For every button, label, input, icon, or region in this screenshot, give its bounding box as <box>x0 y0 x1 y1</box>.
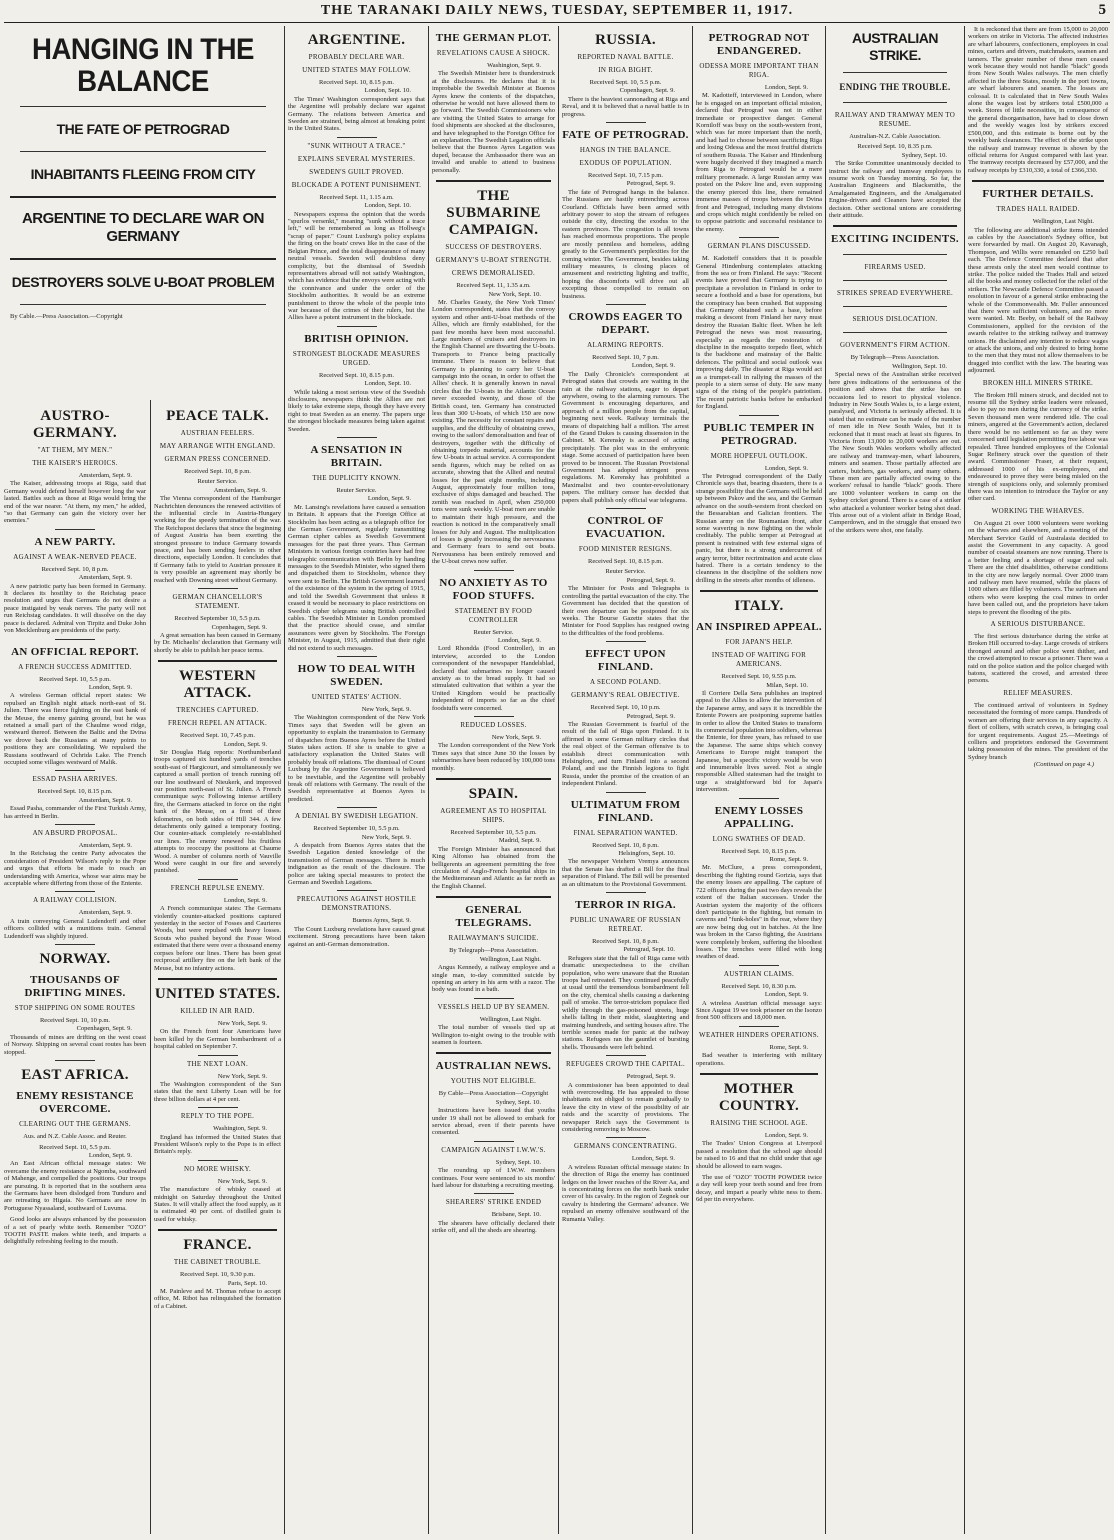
article-body: An East African official message states: We overcame the enemy resistance at Ngomba, southward of Mahenge, and compelled the positions. Our troops are pursuing. It is reported that in the southern area the Germans have been dislodged from Tunduro and are retreating to Higaia. No Germans are now in Portuguese Nyassaland, southward of Luvuma. <box>4 1160 146 1212</box>
dateline: Wellington, Sept. 10. <box>892 362 947 370</box>
column-rule <box>428 26 429 1534</box>
subheading: A FRENCH SUCCESS ADMITTED. <box>18 662 132 671</box>
subheading: SUCCESS OF DESTROYERS. <box>445 243 542 252</box>
column-1 <box>4 402 146 1534</box>
section-heading: HOW TO DEAL WITH SWEDEN. <box>297 662 416 688</box>
dateline: London, Sept. 9. <box>223 740 267 748</box>
article-body: The Count Luxburg revelations have caused great excitement. Strong precautions have been taken against an anti-German demonstration. <box>288 925 425 948</box>
section-heading: NO ANXIETY AS TO FOOD STUFFS. <box>439 576 548 602</box>
section-heading: ENEMY LOSSES APPALLING. <box>714 804 804 830</box>
masthead-rule <box>4 22 1110 23</box>
subheading: ODESSA MORE IMPORTANT THAN RIGA. <box>699 62 819 79</box>
section-heading: PEACE TALK. <box>166 408 269 424</box>
subheading: FOOD MINISTER RESIGNS. <box>578 545 673 554</box>
credit-line: By Telegraph—Press Association. <box>449 947 538 955</box>
subheading: PRECAUTIONS AGAINST HOSTILE DEMONSTRATIONS. <box>296 895 417 913</box>
subheading: EXODUS OF POPULATION. <box>579 159 672 168</box>
article-body: The Swedish Minister here is thunderstruck at the disclosures. He declares that it is improbable the Swedish Minister at Buenos Ayres knew the contents of the dispatches, otherwise he would not have allowed them to go forward. The Swedish Commissioners who are visiting the United States to arrange for food shipments are shocked at the disclosures, and have telegraphed to the Foreign Office for an explanation. The Swedish Legation officials believe that the Buenos Ayres Legation was duped, because the Ambassador there was an invalid and unable to attend to business personally. <box>432 70 555 174</box>
dateline: Brisbane, Sept. 10. <box>491 1211 541 1219</box>
subheading: REPLY TO THE POPE. <box>180 1112 255 1121</box>
subheading: FRENCH REPEL AN ATTACK. <box>167 719 268 728</box>
dateline: Petrograd, Sept. 9. <box>626 180 675 188</box>
cable-credit: By Cable.—Press Association.—Copyright <box>10 313 123 320</box>
section-heading: SPAIN. <box>468 786 519 803</box>
dateline: Buenos Ayres, Sept. 9. <box>352 917 411 925</box>
subheading: YOUTHS NOT ELIGIBLE. <box>450 1077 537 1086</box>
dateline: London, Sept. 10. <box>364 380 411 388</box>
column-7 <box>968 26 1108 1534</box>
article-body: While taking a most serious view of the Swedish disclosures, newspapers think the Allies are not likely to take extreme steps, though they have every right to treat Sweden as an enemy. The papers urge the strongest blockade measures being taken against Sweden. <box>288 388 425 433</box>
section-heading: PUBLIC TEMPER IN PETROGRAD. <box>703 421 815 447</box>
credit-line: Australian-N.Z. Cable Association. <box>849 133 941 140</box>
subheading: GERMAN PRESS CONCERNED. <box>164 455 271 463</box>
article-body: England has informed the United States that President Wilson's reply to the Pope is in effect Britain's reply. <box>154 1133 281 1156</box>
section-heading: BRITISH OPINION. <box>304 332 409 345</box>
received-line: Received Sept. 10, 5.5 p.m. <box>39 675 111 683</box>
subheading: A DENIAL BY SWEDISH LEGATION. <box>294 812 419 821</box>
subheading: STOP SHIPPING ON SOME ROUTES <box>14 1004 136 1013</box>
article-body: A new patriotic party has been formed in Germany. It declares its hostility to the Reichstag peace resolution and urges that Germans do not desire a peace instigated by weak nerves. The party will not run Reichstag candidates. It will dissolve on the day peace is declared. Admiral von Tirpitz and Duke John von Mecklenburg are presidents of the party. <box>4 582 146 635</box>
received-line: Received Sept. 10, 9.55 p.m. <box>721 673 797 681</box>
article-body: Sir Douglas Haig reports: Northumberland troops captured six hundred yards of trenches south-east of Hargicourt, and simultaneously we captured a small portion of trench running off our line southward of Nieukerk, and improved our position north-east of St. Julien. A French communique says: Following intense artillery fire, the Germans attacked in force on the right bank of the Meuse, on a front of three kilometres, on both sides of Hill 344. A few detachments only gained a temporary footing. Our counter-attack completely re-established our lines. The enemy renewed his fruitless attempts to reoccupy the positions at Chaume Wood. A number of columns north of Vauville Wood were caught in our fire and severely punished. <box>154 748 281 875</box>
subheading: ENEMY RESISTANCE OVERCOME. <box>16 1090 134 1116</box>
subheading: BROKEN HILL MINERS STRIKE. <box>982 378 1094 387</box>
subheading: A SERIOUS DISTURBANCE. <box>990 620 1086 629</box>
deck-fate: THE FATE OF PETROGRAD <box>56 121 230 137</box>
subheading: AUSTRIAN FEELERS. <box>180 429 255 437</box>
subheading: RAILWAY AND TRAMWAY MEN TO RESUME. <box>834 111 956 128</box>
article-body: There is the heaviest cannonading at Riga and Reval, and it is believed that a naval battle is in progress. <box>562 95 689 118</box>
article-body: The London correspondent of the New York Times says that since June 30 the losses by submarines have been reduced by 100,000 tons monthly. <box>432 742 555 772</box>
received-line: Received Sept. 10, 8 p.m. <box>41 565 109 573</box>
dateline: Petrograd, Sept. 9. <box>626 576 675 584</box>
received-line: Received Sept. 10, 5.5 p.m. <box>39 1143 111 1151</box>
dateline: Madrid, Sept. 9. <box>498 837 541 845</box>
dateline: London, Sept. 10. <box>364 87 411 95</box>
subheading: ENDING THE TROUBLE. <box>839 82 951 92</box>
subheading: AUSTRIAN CLAIMS. <box>723 969 795 978</box>
section-heading: AUSTRALIAN NEWS. <box>435 1060 552 1073</box>
dateline: New York, Sept. 9. <box>491 734 541 741</box>
subheading: GERMANS CONCENTRATING. <box>573 1142 678 1151</box>
article-body: The Times' Washington correspondent says that the Argentine will probably declare war against Germany. The relations between America and Sweden are strained, being almost at breaking point in the United States. <box>288 95 425 133</box>
subheading: RAILWAYMAN'S SUICIDE. <box>448 934 539 943</box>
dateline: Helsingfors, Sept. 10. <box>618 850 675 857</box>
article-body: The total number of vessels tied up at Wellington to-night owing to the trouble with seamen is fourteen. <box>432 1024 555 1046</box>
column-rule <box>558 26 559 1534</box>
received-line: Received Sept. 10, 8.15 p.m. <box>721 847 797 855</box>
dateline: Petrograd, Sept. 10. <box>623 946 675 954</box>
subheading: CLEARING OUT THE GERMANS. <box>19 1120 131 1129</box>
received-line: Received Sept. 10, 8.35 p.m. <box>857 143 933 151</box>
section-heading: UNITED STATES. <box>154 985 281 1002</box>
article-body: The fate of Petrograd hangs in the balance. The Russians are hastily entrenching across Courland. Officials have been armed with arbitrary power to stop the stream of refugees outside the city, directing the exodus to the eastern provinces. The congestion is all towns has reached enormous proportions. The people are mostly penniless and homeless, adding greatly to the Government's perplexities for the coming winter. The Government, besides taking military measures, is closing places of amusement and restricting lighting and traffic, hoping the discomforts will drive out all excepting those compelled to remain on business. <box>562 188 689 300</box>
article-body: A wireless Austrian official message says: Since August 19 we took prisoner on the Isonzo front 500 officers and 18,000 men. <box>696 999 822 1022</box>
article-body: The Washington correspondent of the New York Times says that Sweden will be given an opportunity to explain the transmission to Germany of dispatches from Buenos Ayres before the United States takes action. If she is unable to give a satisfactory explanation the United States will probably break off relations. The dismissal of Count Luxburg by the Argentine Government is believed to be inevitable, and the Argentine will probably break off relations with Germany. The result of the Swedish representative at Buenos Ayres is predicted. <box>288 714 425 803</box>
article-body: A great sensation has been caused in Germany by Dr. Michaelis' declaration that Germany will shortly be able to publish her peace terms. <box>154 631 281 654</box>
article-body: The rounding up of I.W.W. members continues. Four were sentenced to six months' hard labour for disturbing a recruiting meeting. <box>432 1167 555 1189</box>
article-body: M. Painleve and M. Thomas refuse to accept office, M. Ribot has relinquished the formation of a Cabinet. <box>154 1288 281 1310</box>
dateline: London, Sept. 9. <box>764 991 808 999</box>
column-rule <box>964 26 965 1534</box>
subheading: FIREARMS USED. <box>864 263 926 272</box>
section-heading: AN OFFICIAL REPORT. <box>11 645 139 658</box>
section-heading: FURTHER DETAILS. <box>982 188 1094 201</box>
article-body: The Kaiser, addressing troops at Riga, said that Germany would defend herself however long the war lasted. Battles such as those at Riga would bring the end of the war nearer. "At them, my men," he added, "so that Germany can gain the victory over her enemies." <box>4 480 146 525</box>
section-heading: WESTERN ATTACK. <box>178 668 257 702</box>
received-line: Received Sept. 10, 8.30 p.m. <box>721 982 797 990</box>
dateline: New York, Sept. 10. <box>488 290 541 298</box>
subheading: THE KAISER'S HEROICS. <box>32 459 118 467</box>
subheading: MORE HOPEFUL OUTLOOK. <box>710 451 808 460</box>
article-body: A train conveying General Ludendorff and other officers collided with a munitions train. General Ludendorff was slightly injured. <box>4 917 146 940</box>
dateline: Washington, Sept. 9. <box>487 62 541 69</box>
article-body: Lord Rhondda (Food Controller), in an interview, accorded to the London correspondent of the newspaper Handelsblad, declared that submarines no longer caused anxiety as to the bread supply. It had so stimulated cultivation that within a year the United Kingdom would be practically independent of imports so far as the chief foodstuffs were concerned. <box>432 645 555 712</box>
received-line: Received September 10, 5.5 p.m. <box>450 829 537 837</box>
column-4 <box>562 26 689 1534</box>
column-rule <box>150 400 151 1534</box>
credit-line: Reuter Service. <box>473 628 514 636</box>
article-body: On the French front four Americans have been killed by the German bombardment of a hospital cabled on September 7. <box>154 1028 281 1051</box>
dateline: Amsterdam, Sept. 9. <box>213 486 267 494</box>
article-body: On August 21 over 1000 volunteers were working on the wharves and elsewhere, and a meeting of the Merchant Service Guild of Australasia decided to assist the Government in any capacity. A good number of coastal steamers are now running. There is a better feeling and a shortage of sugar and salt. There are the chief disabilities, otherwise conditions in the city are now largely normal. Over 2000 tram and railway men have resumed, while the places of 1000 others are filled by volunteers. The surfmen and others who were keeping the coal mines in order have been called out, and the proprietors have taken steps to prevent the flooding of the pits. <box>968 519 1108 616</box>
dateline: Sydney, Sept. 10. <box>495 1158 541 1166</box>
subheading: GOVERNMENT'S FIRM ACTION. <box>839 341 951 350</box>
subheading: A SECOND POLAND. <box>589 678 662 687</box>
article-body: The Minister for Posts and Telegraphs is controlling the partial evacuation of the city. The Government has decided that the question of their own departure can be postponed for six weeks. The Bourse Gazette states that the Minister for Food Supplies has resigned owing to the difficulties of the food problems. <box>562 585 689 637</box>
dateline: London, Sept. 9. <box>367 495 411 503</box>
received-line: Received Sept. 10, 8.15 p.m. <box>319 371 394 379</box>
subheading: "AT THEM, MY MEN." <box>37 446 113 454</box>
masthead <box>0 0 1114 22</box>
subheading: AGREEMENT AS TO HOSPITAL SHIPS. <box>440 807 547 825</box>
dateline: New York, Sept. 9. <box>217 1019 267 1027</box>
subheading: GERMANY'S REAL OBJECTIVE. <box>571 691 680 700</box>
subheading: VESSELS HELD UP BY SEAMEN. <box>437 1002 550 1011</box>
dateline: London, Sept. 9. <box>764 464 808 472</box>
column-rule <box>284 26 285 1534</box>
main-headline: HANGING IN THE BALANCE <box>31 33 255 98</box>
article-body: The Trades' Union Congress at Liverpool passed a resolution that the school age should be raised to 16 and that no child under that age should be allowed to earn wages. <box>696 1140 822 1170</box>
dateline: Rome, Sept. 9. <box>769 1043 808 1051</box>
dateline: Amsterdam, Sept. 9. <box>78 574 132 582</box>
section-heading: MOTHER COUNTRY. <box>718 1081 800 1114</box>
article-body: The newspaper Vetehern Vremya announces that the Senate has drafted a Bill for the final separation of Finland. The Bill will be presented as an ultimatum to the Provisional Government. <box>562 858 689 888</box>
received-line: Received Sept. 10, 8.15 p.m. <box>319 79 394 86</box>
subheading: HANGS IN THE BALANCE. <box>579 146 672 155</box>
article-body: Mr. Lansing's revelations have caused a sensation in Britain. It appears that the Foreign Office at Stockholm has been acting as a telegraph office for the German Government, regularly transmitting German cipher cables as Swedish Government messages for the past three years. Thus German Ministers in various foreign countries have had free telegraphic communication with Berlin by handing messages to the Swedish Minister, who signed them and dispatched them to Stockholm, whence they were sent to Berlin. The British Government learned of the existence of the system in the spring of 1915, and told the Swedish Government that unless it ceased it would be necessary to place restrictions on Swedish cipher telegrams using British controlled cables. The Swedish Minister in London promised that the practice should cease, and similar assurances were given by Stockholm. The Foreign Minister, in August, 1915, admitted that their right did not extend to such messages. <box>288 503 425 652</box>
subheading: UNITED STATES' ACTION. <box>311 692 402 701</box>
subheading: THE CABINET TROUBLE. <box>173 1258 262 1267</box>
dateline: Washington, Sept. 9. <box>213 1125 267 1133</box>
subheading: THE NEXT LOAN. <box>186 1059 249 1068</box>
section-heading: RUSSIA. <box>595 32 656 48</box>
dateline: London, Sept. 9. <box>631 362 675 370</box>
received-line: Received Sept. 10, 8 p.m. <box>184 468 251 475</box>
dateline: London, Sept. 9. <box>223 896 267 904</box>
section-heading: ITALY. <box>734 598 784 615</box>
dateline: Wellington, Last Night. <box>479 955 541 963</box>
article-body: Angus Kennedy, a railway employee and a single man, to-day committed suicide by opening an artery in his arm with a razor. The body was found in a bath. <box>432 964 555 994</box>
dateline: London, Sept. 9. <box>88 1151 132 1159</box>
subheading: FINAL SEPARATION WANTED. <box>573 828 678 837</box>
subheading: SERIOUS DISLOCATION. <box>852 315 938 324</box>
subheading: ESSAD PASHA ARRIVES. <box>32 775 118 784</box>
received-line: Received Sept. 10, 8 p.m. <box>592 841 659 849</box>
section-heading: THE SUBMARINE CAMPAIGN. <box>446 188 541 239</box>
received-line: Received Sept. 10, 10 p.m. <box>590 704 661 712</box>
subheading: ALARMING REPORTS. <box>587 340 664 349</box>
dateline: Milan, Sept. 10. <box>766 681 808 689</box>
subheading: WORKING THE WHARVES. <box>991 506 1085 515</box>
dateline: Paris, Sept. 10. <box>227 1279 267 1287</box>
section-heading: CONTROL OF EVACUATION. <box>586 515 665 541</box>
subheading: RELIEF MEASURES. <box>1003 688 1073 697</box>
subheading: EXPLAINS SEVERAL MYSTERIES. <box>297 154 416 163</box>
page-number: 5 <box>1098 2 1106 18</box>
subheading: TRENCHES CAPTURED. <box>176 706 259 715</box>
subheading: STRIKES SPREAD EVERYWHERE. <box>836 289 954 298</box>
continued-line: (Continued on page 4.) <box>1033 761 1094 769</box>
article-body: The Petrograd correspondent of the Daily Chronicle says that, bearing disasters, there is a strange possibility that the Germans will be held up between Pskov and the sea, and the German advance on the south-western front checked on the Bessarabian and Galician frontiers. The Russian army on the Roumanian front, after some wavering is now fighting on the whole creditably. The public temper at Petrograd at present is restrained with few external signs of panic, but there is a strong undercurrent of angry terror, bitter recrimination and acute class hatred. There is a certain tendency to the cleanness in the discipline of the soldiers now drilling in the streets after months of idleness. <box>696 473 822 584</box>
section-heading: A SENSATION IN BRITAIN. <box>310 444 403 469</box>
subheading: "SUNK WITHOUT A TRACE." <box>307 141 406 150</box>
subheading: GERMANY'S U-BOAT STRENGTH. <box>435 256 552 265</box>
subheading: INSTEAD OF WAITING FOR AMERICANS. <box>711 651 807 669</box>
subheading: WEATHER HINDERS OPERATIONS. <box>699 1030 819 1039</box>
article-body: Mr. McClure, a press correspondent, describing the fighting round Gorizia, says that the enemy losses are appalling. The capture of 722 officers during the past two days reveals the extent of the Italian successes. Under the Austrian system the majority of the officers don't participate in the fighting, but remain in caverns and "funk-holes" in the rear, where they are now being dug out in batches. At the line was broken in the Carso fighting, the Austrians were completely broken, suffering the bloodiest losses. The trenches were filled with long swathes of dead. <box>696 864 822 961</box>
section-heading: NORWAY. <box>39 951 111 968</box>
article-body: The Broken Hill miners struck, and decided not to resume till the Sydney strike leaders were released, also to pay no men during the currency of the strike. Seven thousand men were rendered idle. The coal miners, angered at the Government's action, declared there would be no settlement so far as they were concerned until legislation permitting free labour was repealed. Three hundred employees of the Colonial Sugar Refinery struck over the question of their award. Commissioner Fraser, at their request, addressed 1000 of his ex-employees, and endeavoured to prove they were being misled on the strength of suspicions only, and solemnly promised there was no intention to introduce the Taylor or any other card. <box>968 391 1108 503</box>
section-heading: GENERAL TELEGRAMS. <box>455 904 532 930</box>
article-body: Bad weather is interfering with military operations. <box>696 1052 822 1067</box>
article-body: It is reckoned that there are from 15,000 to 20,000 workers on strike in Victoria. The affected industries are wharf labourers, confectioners, employees in coal mines, carters and drivers, matchmakers, seamen and tanners. The greater number of these men ceased work because they would not handle "black" goods from New South Wales railways. The men chiefly affected in the three States, mostly in the port towns, are wharf labourers and seamen. The losses are colossal. It is calculated that in New South Wales alone the wages lost by strikers total £500,000 a week. Stores of little necessities, in consequence of the general disorganisation, have had to close down and the weekly wages lost by strikers exceed £500,000, and this estimate is borne out by the weekly bank clearances. The effect of the strike upon the railway and tramway revenue is shown by the official returns for August compared with last year. The tramway receipts decreased by £57,000, and the railway receipts by £310,330, a total of £366,330. <box>968 26 1108 174</box>
section-heading: THE GERMAN PLOT. <box>435 32 552 44</box>
dateline: New York, Sept. 9. <box>361 833 411 841</box>
section-heading: EFFECT UPON FINLAND. <box>585 648 666 674</box>
dateline: London, Sept. 9. <box>497 636 541 644</box>
section-heading: ULTIMATUM FROM FINLAND. <box>570 798 681 824</box>
dateline: Rome, Sept. 9. <box>769 856 808 864</box>
deck-destroyers: DESTROYERS SOLVE U-BOAT PROBLEM <box>11 274 275 290</box>
credit-line: By Telegraph—Press Association. <box>850 354 940 362</box>
article-body: The manufacture of whisky ceased at midnight on Saturday throughout the United States. It will vitally affect the food supply, as it is estimated 40 per cent. of distilled grain is used for whisky. <box>154 1186 281 1223</box>
article-body: The Vienna correspondent of the Hamburger Nachrichten denounces the renewed activities of the influential circle in Austria-Hungary working for the speedy termination of the war. The Reichspost declares that since the beginning of August Austria has been exerting the strongest pressure to induce Germany towards peace, and has been sending feelers in other directions, especially London. It concludes that if Germany fails to yield to Austrian pressure it is very possible an agreement may shortly be reached with Downing street without Germany. <box>154 495 281 584</box>
column-6 <box>829 26 961 1534</box>
received-line: Received Sept. 10, 8.15 p.m. <box>588 558 663 566</box>
section-heading: PETROGRAD NOT ENDANGERED. <box>708 32 810 57</box>
received-line: Received Sept. 10, 8.15 p.m. <box>37 788 113 796</box>
article-body: The Strike Committee unanimously decided to instruct the railway and tramway employees to resume work on Tuesday morning. So far, the Australian Engineers and Blacksmiths, the Amalgamated Engineers, and the Amalgamated Engine-drivers and Cleaners have accepted the decision. Other sectional unions are considering their attitude. <box>829 160 961 220</box>
received-line: Received Sept. 10, 7 p.m. <box>592 353 659 361</box>
column-rule <box>825 26 826 1534</box>
dateline: London, Sept. 9. <box>764 1132 808 1139</box>
subheading: SWEDEN'S GUILT PROVED. <box>309 167 404 176</box>
dateline: Sydney, Sept. 10. <box>495 1098 541 1106</box>
subheading: FOR JAPAN'S HELP. <box>725 638 793 647</box>
article-body: Special news of the Australian strike received here gives indications of the seriousness of the position and shows that the strike has on occasions led to resort to physical violence. Industry in New South Wales is, to a large extent, paralysed, and Victoria is seriously affected. It is stated that no estimate can be made of the number of men idle in New South Wales, but it is reckoned that it must reach at least six figures. In Victoria from 13,000 to 20,000 workers are out. The New South Wales workers wholly affected are railway and tramway-men, wharf labourers, miners and seamen. Those partially affected are carters, butchers, gas workers, and many others. These men are partially affected owing to the workers' refusal to handle "black" goods. There are 1000 volunteer workers in camp on the Sydney cricket ground. There is a case of a striker who attacked a volunteer worker being shot dead. This arose out of a violent affair in Bridge Road, Camperdown, and in the struggle that ensued two of the strikers were shot, one fatally. <box>829 371 961 534</box>
section-heading: EAST AFRICA. <box>21 1067 129 1084</box>
article-body: In the Reichstag the centre Party advocates the consideration of President Wilson's reply to the Pope and urges that efforts be made to reach an understanding with America, whose war aims may be acceptable where differing from those of the Entente. <box>4 850 146 888</box>
subheading: TRADES HALL RAIDED. <box>996 205 1080 214</box>
column-3 <box>432 26 555 1534</box>
article-body: Newspapers express the opinion that the words "spurlos versenkt," meaning "sunk without a trace left," will be remembered as long as Hollweg's "scrap of paper." Count Luxburg's policy explains the firing on the boats' crews like in the case of the Belgian Prince, and the total disappearance of many neutral vessels. Sweden will doubtless deny complicity, but the dismissal of Swedish representatives abroad will not satisfy Washington, which has evidence that the envoys were acting with the connivance and under the order of the Stockholm authorities. It would be an extreme punishment to throw the whole of the people into war because of the crimes of their rulers, but the Allies have a potent instrument in the blockade. <box>288 210 425 322</box>
dateline: Copenhagen, Sept. 9. <box>76 1025 132 1033</box>
subheading: GERMAN PLANS DISCUSSED. <box>707 242 811 251</box>
subheading: REFUGEES CROWD THE CAPITAL. <box>565 1060 686 1069</box>
article-body: The shearers have officially declared their strike off, and all the sheds are shearing. <box>432 1219 555 1235</box>
article-body: The Washington correspondent of the Sun states that the next Liberty Loan will be for three billion dollars at 4 per cent. <box>154 1080 281 1103</box>
subheading: THE DUPLICITY KNOWN. <box>312 474 401 482</box>
advertisement-text: The use of "OZO" TOOTH POWDER twice a day will keep your teeth sound and free from decay, and impart a pearly white ness to them. 6d per tin everywhere. <box>696 1174 822 1204</box>
dateline: Amsterdam, Sept. 9. <box>78 796 132 804</box>
received-line: Received Sept. 10, 9.30 p.m. <box>180 1271 255 1279</box>
article-body: A French communique states: The Germans violently counter-attacked positions captured yesterday in the sector of Fosses and Caurieres Woods, but were repulsed with heavy losses. Scouts who pushed beyond the Fosse Wood estimated that there were over a thousand enemy corpses before our lines. There has been great reciprocal artillery fire on the left bank of the Meuse, but no infantry actions. <box>154 905 281 972</box>
dateline: Petrograd, Sept. 9. <box>626 712 675 720</box>
column-rule <box>692 26 693 1534</box>
subheading: KILLED IN AIR RAID. <box>180 1006 255 1015</box>
received-line: Received Sept. 10, 10 p.m. <box>39 1017 111 1025</box>
article-body: The Foreign Minister has announced that King Alfonso has obtained from the belligerents an agreement permitting the free circulation of Anglo-French hospital ships in the Mediterranean and Atlantic as far north as the English Channel. <box>432 845 555 890</box>
subheading: STATEMENT BY FOOD CONTROLLER <box>454 606 533 624</box>
dateline: Copenhagen, Sept. 9. <box>211 623 267 631</box>
section-heading: AUSTRO-GERMANY. <box>33 408 117 441</box>
subheading: REPORTED NAVAL BATTLE. <box>577 53 674 61</box>
subheading: THOUSANDS OF DRIFTING MINES. <box>24 974 126 1000</box>
section-heading: ARGENTINE. <box>307 32 406 48</box>
section-heading: CROWDS EAGER TO DEPART. <box>568 310 683 336</box>
column-1b <box>154 402 281 1534</box>
received-line: Received Sept. 10, 5.5 p.m. <box>589 79 662 86</box>
section-heading: TERROR IN RIGA. <box>575 899 676 912</box>
received-line: Received Sept. 10, 8 p.m. <box>592 938 659 946</box>
subheading: AN ABSURD PROPOSAL. <box>32 829 118 837</box>
subheading: LONG SWATHES OF DEAD. <box>712 834 806 843</box>
dateline: Petrograd, Sept. 9. <box>626 1073 675 1081</box>
dateline: Sydney, Sept. 10. <box>901 151 947 159</box>
subheading: IN RIGA BIGHT. <box>598 66 653 74</box>
dateline: London, Sept. 9. <box>764 84 808 91</box>
article-body: Mr. Charles Grasty, the New York Times' London correspondent, states that the convoy system and other anti-U-boat methods of the Allies, which are firmly established, for the past few months have been most successful. Large numbers of cruisers and destroyers in the English Channel are thwarting the U-boats. Transports to France being practically immune. There is reason to believe that Germany is planning to carry her U-boat campaign into the ocean, in order to offset the Allies' check. It is generally known in naval circles that the U-boats in the Atlantic Ocean never exceeded twenty, and those of the British coast, ten. Germany has constructed less than 300 U-boats, of which 150 are now existing. The necessity for constant repairs and supplies, and the difficulty of obtaining crews, owing to the sailors' demoralisation and fear of destroyers, together with the difficulty of obtaining torpedo material, accounts for the few U-boats in actual service. A correspondent sends figures, which may be relied on as accurate, showing that the Allied and neutral losses for the past eight months, including August, approximately four million tons, exclusive of ships damaged and beached. The zenith was reached in April, when 250,000 tons were sunk weekly. U-boat men are unable to maintain their high pressure, and the reaction is noticed in the comparatively small losses for July and August. The multiplication of losses is greatly increasing the nervousness and Germany fears to send out boats. Nervousness has been entirely removed and the U-boat crews now suffer. <box>432 298 555 566</box>
dateline: Amsterdam, Sept. 9. <box>78 909 132 917</box>
subheading: CAMPAIGN AGAINST I.W.W.'S. <box>441 1145 546 1154</box>
dateline: London, Sept. 9. <box>88 683 132 691</box>
article-body: Thousands of mines are drifting on the west coast of Norway. Shipping on several coast routes has been stopped. <box>4 1033 146 1056</box>
article-body: The Daily Chronicle's correspondent at Petrograd states that crowds are waiting in the rain at the railway stations, eager to depart anywhere, owing to the alarming rumours. The Government is encouraging departures, and approach of a million people from the capital, beginning next week. Railway terminals the means of dispatching half a million. The arrest of the Grand Dukes is causing dissension in the Cabinet. M. Kerensky is accused of acting precipitately. The plot was in the embryonic stage. Some accused of participation have been proved to be innocent. The Russian Provisional Government has adopted stringent press regulations. M. Kerensky has prohibited a Maximalist and two counter-revolutionary papers. The military censor has decided that papers shall publish only official war telegrams. <box>562 370 689 504</box>
subheading: MAY ARRANGE WITH ENGLAND. <box>159 442 276 450</box>
subheading: BLOCKADE A POTENT PUNISHMENT. <box>291 180 422 189</box>
subheading: REDUCED LOSSES. <box>460 721 527 729</box>
subheading: CREWS DEMORALISED. <box>451 269 536 278</box>
section-heading: AUSTRALIAN STRIKE. <box>852 30 938 63</box>
deck-inhabitants: INHABITANTS FLEEING FROM CITY <box>30 166 256 182</box>
advertisement-text: Good looks are always enhanced by the possession of a set of pearly white teeth. Remember "OZO" TOOTH PASTE makes white teeth, and imparts a delightfully refreshing feeling to the mouth. <box>4 1216 146 1246</box>
dateline: London, Sept. 9. <box>631 1155 675 1163</box>
article-body: The Russian Government is fearful of the result of the fall of Riga upon Finland. It is affirmed in some German military circles that the real object of the German offensive is to establish direct communication with Helsingfors, and turn Finland into a second Poland, and use the Finnish legions to fight Russia, under the promise of the creation of an independent Finland. <box>562 720 689 788</box>
credit-line: Reuter Service. <box>336 487 377 494</box>
masthead-title: THE TARANAKI DAILY NEWS, TUESDAY, SEPTEMBER 11, 1917. <box>320 3 794 18</box>
article-body: A despatch from Buenos Ayres states that the Swedish Legation denied knowledge of the transmission of German messages. There is much indignation as the result of the disclosure. The police are taking special measures to protect the German and Swedish Legations. <box>288 842 425 887</box>
article-body: A wireless German official report states: We repulsed an English night attack north-east of St. Julien. There was fierce fighting on the east bank of the Meuse, the enemy gaining ground, but he was retained a small part of the Chaulme wood ridge, westward thereof. Between the Baltic and the Dvina we drove back the Russians at many points to positions they are consolidating. We repulsed the Russians southward of Ochrida Lake. The French occupied some villages westward of Malik. <box>4 692 146 766</box>
credit-line: Aus. and N.Z. Cable Assoc. and Reuter. <box>23 1133 127 1141</box>
subheading: PUBLIC UNAWARE OF RUSSIAN RETREAT. <box>570 916 681 934</box>
article-body: Refugees state that the fall of Riga came with dramatic unexpectedness to the civilian population, who were unaware that the Russian troops had retreated. They continued peacefully at usual until the tremendous bombardment fell on the city, chemical shells causing a darkening pall of smoke. The terror-stricken populace fled wildly through the gas-poisoned streets, huge shells falling in their midst, slaughtering and maiming hundreds, and setting houses afire. The terrible scenes made for panic at the railway stations. Refugees ran the gauntlet of bursting shells. Thousands were left behind. <box>562 954 689 1051</box>
dateline: Amsterdam, Sept. 9. <box>78 842 132 849</box>
received-line: Received September 10, 5.5 p.m. <box>174 615 261 623</box>
subheading: SHEARERS' STRIKE ENDED <box>445 1198 542 1207</box>
subheading: FRENCH REPULSE ENEMY. <box>170 883 265 892</box>
section-heading: FRANCE. <box>183 1237 252 1254</box>
subheading: RAISING THE SCHOOL AGE. <box>710 1119 808 1127</box>
section-heading: FATE OF PETROGRAD. <box>562 129 689 142</box>
subheading: A RAILWAY COLLISION. <box>33 896 117 905</box>
received-line: Received Sept. 11, 1.35 a.m. <box>456 282 531 290</box>
received-line: Received September 10, 5.5 p.m. <box>313 825 400 833</box>
article-body: Il Corriere Della Sera publishes an inspired appeal to the Allies to allow the intervention of the Japanese army, and says it is incredible the Entente Powers are postponing supreme battles in order to allow the United States to transform its commercial population into soldiers, whereas the Entente, for three years, has refused to use the Japanese. The same ships which convey Americans to Europe might transport the Japanese, but a specific victory would be won and innumerable lives saved. Not a single responsible Allied statesman had the insight to urge a straightforward bid for Japan's intervention. <box>696 689 822 794</box>
article-body: Instructions have been issued that youths under 19 shall not be allowed to embark for service abroad, even if their parents have consented. <box>432 1107 555 1137</box>
dateline: Amsterdam, Sept. 9. <box>78 472 132 479</box>
subheading: NO MORE WHISKY. <box>183 1164 252 1173</box>
dateline: Wellington, Last Night. <box>1032 218 1094 226</box>
dateline: Wellington, Last Night. <box>479 1015 541 1023</box>
received-line: Received Sept. 11, 1.15 a.m. <box>319 193 394 201</box>
article-body: The continued arrival of volunteers in Sydney necessitated the forming of more camps. Hundreds of women are offering their services in any capacity. A fleet of colliers, with scratch crews, is bringing coal for urgent requirements. August 25.—Meetings of colliers and proprietors endorsed the Government taking possession of the mines. The president of the Sydney branch <box>968 701 1108 761</box>
credit-line: Reuter Service. <box>197 478 238 486</box>
subheading: UNITED STATES MAY FOLLOW. <box>302 66 411 74</box>
dateline: New York, Sept. 9. <box>217 1177 267 1185</box>
article-body: The first serious disturbance during the strike at Broken Hill occurred to-day. Large crowds of strikers thronged around and other police went thither, and the crowd attempted to rescue a prisoner. There was a raid on the police station and the police charged with batons, scattered the crowd, and arrested three persons. <box>968 633 1108 685</box>
subheading: PROBABLY DECLARE WAR. <box>308 53 405 61</box>
column-5 <box>696 26 822 1534</box>
subheading: AGAINST A WEAK-NERVED PEACE. <box>13 552 137 561</box>
article-body: A wireless Russian official message states: In the direction of Riga the enemy has continued ledges on the lower reaches of the River Aa, and is concentrating forces on the north bank under cover of his cavalry. In the region of Zegnek our cavalry is hindering the Germans' advance. We repulsed an enemy offensive southward of the Rumania Valley. <box>562 1163 689 1223</box>
dateline: Copenhagen, Sept. 9. <box>619 87 675 95</box>
dateline: New York, Sept. 9. <box>361 705 411 713</box>
dateline: New York, Sept. 9. <box>217 1072 267 1080</box>
received-line: Received Sept. 10, 7.45 p.m. <box>180 732 255 740</box>
subheading: STRONGEST BLOCKADE MEASURES URGED. <box>292 349 421 367</box>
credit-line: By Cable—Press Association—Copyright <box>438 1090 549 1098</box>
article-body: The following are additional strike items intended as cables by the Association's Sydney office, but were forwarded by mail. On August 20, Kavanagh, Thompson, and Willis were remanded on £250 bail each. The Defence Committee declared that after these arrests only the steel men would continue to strike. The police raided the Trades Hall and seized all the books and money collected for the relief of the strikers. The Newcastle Defence Committee passed a resolution in favour of a general strike embracing the whole of the Commonwealth. Mr. Fuller announced that there were sufficient volunteers, and no more were wanted. Mr. Beeby, on behalf of the Railway Commissioners, applied for the revision of the awards relative to the striking railway and tramway unions. He disclaimed any intention to reduce wages or attack the unions, and only desired to bring home to the men that they must not allow themselves to be dragged into conflict with the law. The hearing was adjourned. <box>968 226 1108 375</box>
section-heading: EXCITING INCIDENTS. <box>831 233 959 246</box>
subheading: REVELATIONS CAUSE A SHOCK. <box>436 49 551 57</box>
article-body: M. Kadotteff, interviewed in London, where he is engaged on an important official mission, declared that Petrograd was not in either immediate or prospective danger. General Korniloff was busy on the south-western front, which was far more important than the north, and had had to choose between sacrificing Riga and losing Odessa and the most fruitful districts of southern Russia. The Kaiser and Hindenburg were hugely deceived if they imagined a march from Riga to Petrograd would be a mere military promenade. A large Russian army was posted on the Pskov line and, even supposing the enemy pierced this line, there remained immense masses of troops between the Dvina front and Petrograd, including many divisions and crops which might confidently be relied on to oppose patriotic and successful resistance to the enemy. <box>696 92 822 233</box>
article-body: A commissioner has been appointed to deal with overcrowding. He has appealed to those inhabitants not obliged to remain gradually to leave the city in view of the possibility of air raids and the scarcity of provisions. The newspaper Retch says the Government is considering removing to Moscow. <box>562 1081 689 1133</box>
column-2 <box>288 26 425 1534</box>
subheading: AN INSPIRED APPEAL. <box>696 621 822 634</box>
received-line: Received Sept. 10, 7.15 p.m. <box>588 172 663 180</box>
article-body: M. Kadotteff considers that it is possible General Hindenburg contemplates attacking from the sea or from Finland. He says: "Recent events have proved that Germany is trying to precipitate a revolution in Finland in order to secure a foothold and a base for operations, but the conspiracy has been crushed. But supposing that Germany obtained such a base, before making a descent from Finland her navy must destroy the Russian Baltic fleet. When he left Petrograd the news was most reassuring, especially as regards the restoration of discipline in the mosquito torpedo fleet, which is the backbone and mainstay of the Baltic defences. The political and social outlook was improving daily. The disaster at Riga would act as a trumpet-call in rallying the masses of the people to a stern sense of duty. He saw many signs of the rising of the people's patriotism. The recent patriotic banks before he embarked for England. <box>696 255 822 411</box>
subheading: GERMAN CHANCELLOR'S STATEMENT. <box>172 593 263 611</box>
section-heading: A NEW PARTY. <box>34 535 116 548</box>
article-body: Essad Pasha, commander of the First Turkish Army, has arrived in Berlin. <box>4 805 146 820</box>
lead-story-header <box>6 26 280 400</box>
deck-argentine: ARGENTINE TO DECLARE WAR ON GERMANY <box>21 210 265 245</box>
dateline: London, Sept. 10. <box>364 202 411 210</box>
credit-line: Reuter Service. <box>605 568 646 576</box>
